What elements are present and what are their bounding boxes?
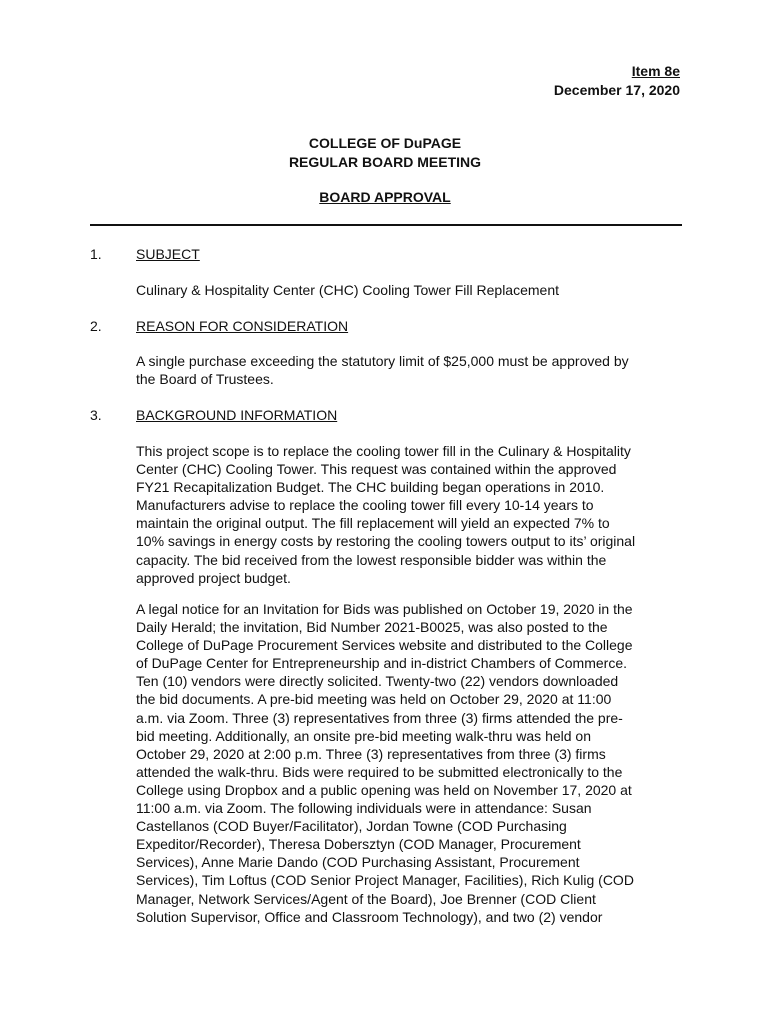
text-line: Solution Supervisor, Office and Classroom Technology), and two (2) vendor [136, 908, 603, 925]
text-line: capacity. The bid received from the lowest responsible bidder was within the [136, 551, 607, 568]
text-line: Services), Anne Marie Dando (COD Purchasing Assistant, Procurement [136, 854, 580, 871]
section-heading: SUBJECT [136, 246, 200, 262]
text-line: Ten (10) vendors were directly solicited. Twenty-two (22) vendors downloaded [136, 673, 619, 690]
section-number: 1. [90, 246, 102, 262]
text-line: A legal notice for an Invitation for Bids was published on October 19, 2020 in the [136, 601, 633, 617]
text-line: October 29, 2020 at 2:00 p.m. Three (3) representatives from three (3) firms [136, 745, 606, 762]
text-line: FY21 Recapitalization Budget. The CHC building began operations in 2010. [136, 479, 605, 496]
text-line: Services), Tim Loftus (COD Senior Project Manager, Facilities), Rich Kulig (COD [136, 872, 634, 889]
section-number: 3. [90, 407, 102, 423]
text-line: Center (CHC) Cooling Tower. This request was contained within the approved [136, 461, 617, 478]
text-line: College using Dropbox and a public opening was held on November 17, 2020 at [136, 781, 632, 798]
text-line: 10% savings in energy costs by restoring the cooling towers output to its’ original [136, 533, 636, 550]
horizontal-divider [90, 224, 682, 226]
text-line: College of DuPage Procurement Services website and distributed to the College [136, 637, 633, 654]
meeting-name: REGULAR BOARD MEETING [288, 154, 482, 170]
meeting-date: December 17, 2020 [553, 82, 680, 98]
section-heading: BACKGROUND INFORMATION [136, 407, 338, 423]
item-number: Item 8e [631, 63, 680, 79]
item-header [554, 62, 680, 100]
text-line: Culinary & Hospitality Center (CHC) Cooling Tower Fill Replacement [136, 282, 560, 298]
text-line: A single purchase exceeding the statutory limit of $25,000 must be approved by [136, 353, 629, 369]
text-line: approved project budget. [136, 569, 291, 586]
text-line: bid meeting. Additionally, an onsite pre-bid meeting walk-thru was held on [136, 727, 591, 744]
section-heading: REASON FOR CONSIDERATION [136, 318, 349, 334]
board-approval-heading: BOARD APPROVAL [319, 189, 451, 205]
college-name: COLLEGE OF DuPAGE [308, 135, 462, 151]
background-paragraph-1 [136, 442, 680, 587]
text-line: Daily Herald; the invitation, Bid Number 2021-B0025, was also posted to the [136, 619, 608, 636]
document-title [0, 134, 770, 172]
subject-text [136, 281, 680, 299]
text-line: This project scope is to replace the cooling tower fill in the Culinary & Hospitality [136, 443, 631, 459]
reason-text [136, 352, 680, 388]
text-line: Expeditor/Recorder), Theresa Dobersztyn (COD Manager, Procurement [136, 836, 581, 853]
text-line: maintain the original output. The fill replacement will yield an expected 7% to [136, 515, 610, 532]
text-line: the Board of Trustees. [136, 371, 274, 388]
text-line: Castellanos (COD Buyer/Facilitator), Jordan Towne (COD Purchasing [136, 818, 567, 835]
text-line: Manager, Network Services/Agent of the Board), Joe Brenner (COD Client [136, 890, 596, 907]
background-paragraph-2 [136, 600, 680, 926]
text-line: of DuPage Center for Entrepreneurship and in-district Chambers of Commerce. [136, 655, 627, 672]
text-line: Manufacturers advise to replace the cooling tower fill every 10-14 years to [136, 497, 594, 514]
text-line: the bid documents. A pre-bid meeting was held on October 29, 2020 at 11:00 [136, 691, 612, 708]
text-line: attended the walk-thru. Bids were required to be submitted electronically to the [136, 763, 623, 780]
section-number: 2. [90, 318, 102, 334]
text-line: a.m. via Zoom. Three (3) representatives from three (3) firms attended the pre- [136, 709, 623, 726]
text-line: 11:00 a.m. via Zoom. The following individuals were in attendance: Susan [136, 800, 592, 817]
